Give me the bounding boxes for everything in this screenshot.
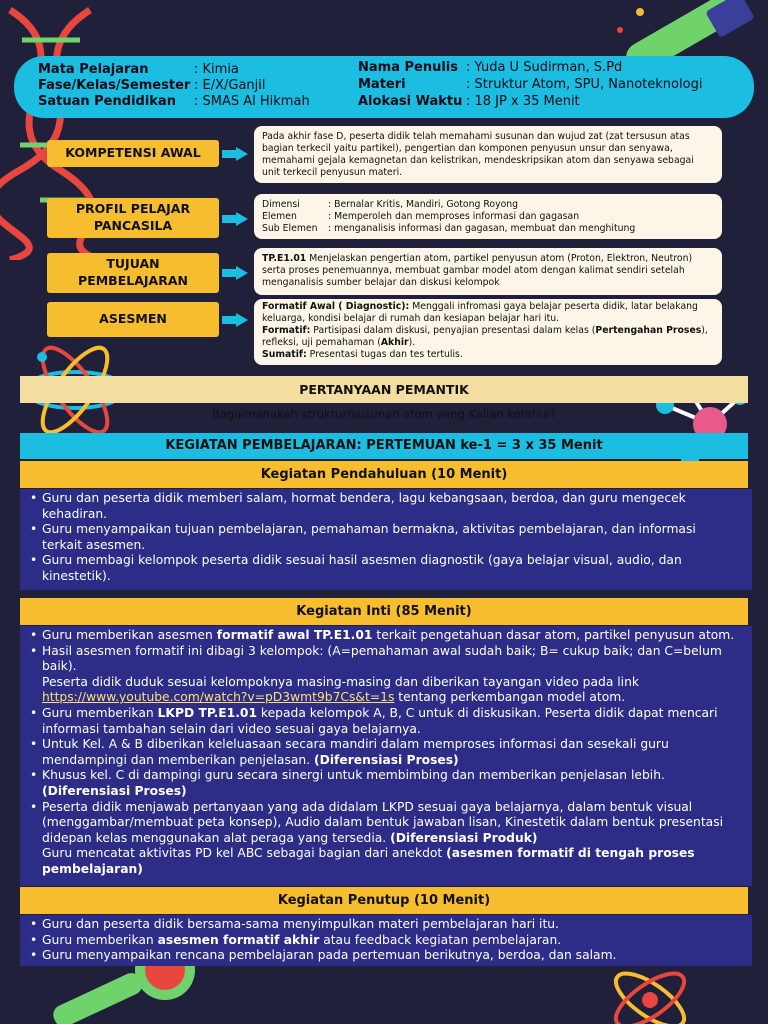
kegiatan-pembelajaran-band	[20, 433, 748, 459]
asesmen-label: ASESMEN	[99, 311, 167, 327]
list-item: • Guru memberikan LKPD TP.E1.01 kepada kelompok A, B, C untuk di diskusikan. Peserta didik dapat mencari informasi tambahan selain dari video sesuai gaya belajarnya.	[26, 706, 738, 737]
materi-label: Materi	[358, 77, 406, 92]
kompetensi-awal-text: Pada akhir fase D, peserta didik telah memahami susunan dan wujud zat (zat tersusun atas bagian terkecil yaitu partikel), pengertian dan komponen penyusun unsur dan senyawa, memahami gejala kemagnetan dan kelistrikan, mendeskripsikan atom dan senyawa sebagai unit terkecil penyusun materi.	[262, 131, 694, 178]
elemen-value: : Memperoleh dan memproses informasi dan gagasan	[328, 210, 580, 222]
alokasi-label: Alokasi Waktu	[358, 94, 463, 109]
formatif-key: Formatif:	[262, 324, 311, 336]
formatif-bold-2: Akhir	[380, 336, 409, 348]
fase-label: Fase/Kelas/Semester	[38, 78, 191, 93]
list-item: • Untuk Kel. A & B diberikan keleluasaan secara mandiri dalam memproses informasi dan sesekali guru mendampingi dan memberikan penjelasan. (Diferensiasi Proses)	[26, 737, 738, 768]
tujuan-label-line1: TUJUAN	[106, 256, 160, 272]
formatif-value-2: ), refleksi, uji pemahaman (	[262, 324, 708, 348]
mapel-value: : Kimia	[194, 62, 239, 77]
kompetensi-awal-card	[254, 126, 722, 183]
formatif-bold-1: Pertengahan Proses	[595, 324, 702, 336]
chevron-right-icon	[222, 266, 250, 280]
satuan-label: Satuan Pendidikan	[38, 94, 176, 109]
pertanyaan-pemantik-band	[20, 376, 748, 403]
satuan-value: : SMAS Al Hikmah	[194, 94, 310, 109]
pendahuluan-title: Kegiatan Pendahuluan (10 Menit)	[260, 467, 508, 482]
tujuan-pembelajaran-card	[254, 248, 722, 295]
asesmen-tag	[47, 302, 219, 337]
penutup-title: Kegiatan Penutup (10 Menit)	[277, 893, 491, 908]
info-header	[14, 56, 754, 118]
mapel-label: Mata Pelajaran	[38, 62, 149, 77]
tujuan-label-line2: PEMBELAJARAN	[78, 273, 188, 288]
formatif-value-3: ).	[408, 336, 416, 348]
elemen-key: Elemen	[262, 210, 297, 222]
penutup-panel	[20, 915, 752, 966]
profil-label-line1: PROFIL PELAJAR	[75, 201, 191, 217]
list-item: • Peserta didik menjawab pertanyaan yang ada didalam LKPD sesuai gaya belajarnya, dalam bentuk visual (menggambar/membuat peta konsep), Audio dalam bentuk jawaban lisan, Kinestetik dalam bentuk presentasi didepan kelas menggunakan alat peraga yang tersedia. (Diferensiasi Produk) Guru mencatat aktivitas PD kel ABC sebagai bagian dari anekdot (asesmen formatif di tengah proses pembelajaran)	[26, 800, 738, 878]
list-item: • Guru dan peserta didik memberi salam, hormat bendera, lagu kebangsaan, berdoa, dan guru mengecek kehadiran.	[26, 491, 738, 522]
dimensi-key: Dimensi	[262, 199, 300, 210]
profil-pelajar-card	[254, 194, 722, 239]
pendahuluan-panel	[20, 489, 752, 590]
fase-value: : E/X/Ganjil	[194, 78, 266, 93]
materi-value: : Struktur Atom, SPU, Nanoteknologi	[466, 77, 703, 92]
list-item: • Hasil asesmen formatif ini dibagi 3 kelompok: (A=pemahaman awal sudah baik; B= cukup baik; dan C=belum baik). Peserta didik duduk sesuai kelompoknya masing-masing dan diberikan tayangan video pada link https://www.youtube.com/watch?v=pD3wmt9b7Cs&t=1s tentang perkembangan model atom.	[26, 644, 738, 706]
chevron-right-icon	[222, 212, 250, 226]
list-item: • Khusus kel. C di dampingi guru secara sinergi untuk membimbing dan memberikan penjelasan lebih. (Diferensiasi Proses)	[26, 768, 738, 799]
profil-label-line2: PANCASILA	[93, 218, 173, 233]
penutup-band	[20, 887, 748, 914]
inti-panel	[20, 626, 752, 886]
sub-elemen-key: Sub Elemen	[262, 222, 318, 234]
list-item: • Guru menyampaikan tujuan pembelajaran, pemahaman bermakna, aktivitas pembelajaran, dan informasi terkait asesmen.	[26, 522, 738, 553]
formatif-awal-value: Menggali infromasi gaya belajar peserta didik, latar belakang keluarga, kondisi belajar di rumah dan kesiapan belajar hari itu.	[262, 301, 698, 324]
alokasi-value: : 18 JP x 35 Menit	[466, 94, 580, 109]
kompetensi-awal-label: KOMPETENSI AWAL	[65, 145, 201, 161]
tujuan-pembelajaran-tag	[47, 253, 219, 293]
pemantik-question: Bagaimanakah struktur/susunan atom yang Kalian ketahui?	[211, 407, 556, 421]
penulis-label: Nama Penulis	[358, 60, 459, 75]
list-item: • Guru dan peserta didik bersama-sama menyimpulkan materi pembelajaran hari itu.	[26, 917, 738, 933]
chevron-right-icon	[222, 147, 250, 161]
pemantik-title: PERTANYAAN PEMANTIK	[299, 382, 469, 397]
list-item: • Guru menyampaikan rencana pembelajaran pada pertemuan berikutnya, berdoa, dan salam.	[26, 948, 738, 964]
list-item: • Guru memberikan asesmen formatif awal TP.E1.01 terkait pengetahuan dasar atom, partikel penyusun atom.	[26, 628, 738, 644]
sub-elemen-value: : menganalisis informasi dan gagasan, membuat dan menghitung	[328, 222, 636, 234]
kegiatan-title: KEGIATAN PEMBELAJARAN: PERTEMUAN ke-1 = 3 x 35 Menit	[165, 438, 603, 453]
inti-title: Kegiatan Inti (85 Menit)	[296, 604, 472, 619]
tujuan-text: Menjelaskan pengertian atom, partikel penyusun atom (Proton, Elektron, Neutron) serta proses penemuannya, membuat gambar model atom dengan kalimat sendiri setelah menganalisis sumber belajar dan diskusi kelompok	[262, 253, 693, 288]
penulis-value: : Yuda U Sudirman, S.Pd	[466, 60, 623, 75]
asesmen-card	[254, 299, 722, 365]
formatif-value-1: Partisipasi dalam diskusi, penyajian presentasi dalam kelas (	[310, 324, 596, 336]
inti-band	[20, 598, 748, 625]
chevron-right-icon	[222, 313, 250, 327]
formatif-awal-key: Formatif Awal ( Diagnostic):	[262, 301, 410, 312]
sumatif-key: Sumatif:	[262, 348, 307, 360]
atom-icon-bottom	[610, 960, 720, 1024]
youtube-link[interactable]: https://www.youtube.com/watch?v=pD3wmt9b7Cs&t=1s	[42, 690, 395, 705]
pendahuluan-band	[20, 461, 748, 488]
dimensi-value: : Bernalar Kritis, Mandiri, Gotong Royong	[328, 199, 519, 210]
profil-pelajar-tag	[47, 198, 219, 238]
kompetensi-awal-tag	[47, 140, 219, 167]
list-item: • Guru membagi kelompok peserta didik sesuai hasil asesmen diagnostik (gaya belajar visual, audio, dan kinestetik).	[26, 553, 738, 584]
sumatif-value: Presentasi tugas dan tes tertulis.	[306, 348, 463, 360]
tujuan-code: TP.E1.01	[262, 253, 307, 264]
list-item: • Guru memberikan asesmen formatif akhir atau feedback kegiatan pembelajaran.	[26, 933, 738, 949]
